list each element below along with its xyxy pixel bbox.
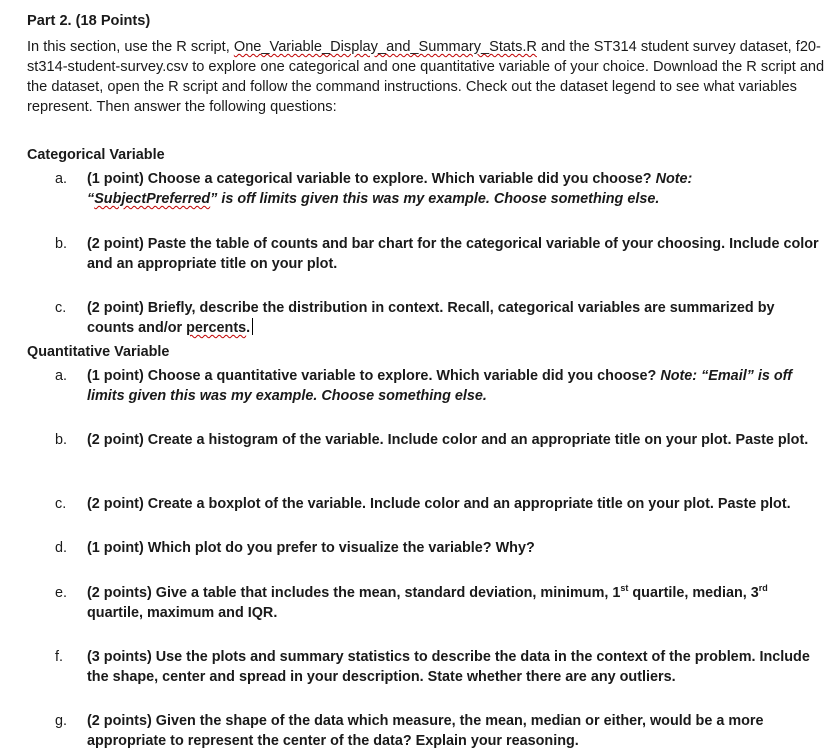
categorical-item-c [55, 298, 825, 338]
question-main: (1 point) Choose a categorical variable to explore. Which variable did you choose? [87, 171, 656, 187]
question-text: (2 points) Given the shape of the data which measure, the mean, median or either, would be a more appropriate to represent the center of the data? Explain your reasoning. [87, 713, 764, 749]
part-title: Part 2. (18 Points) [27, 13, 151, 29]
item-marker: d. [55, 540, 68, 556]
question-text: (2 point) Create a histogram of the variable. Include color and an appropriate title on your plot. Paste plot. [87, 432, 809, 448]
categorical-heading: Categorical Variable [27, 147, 165, 163]
note-variable-name: SubjectPreferred [94, 191, 211, 207]
question-text: (2 point) Paste the table of counts and bar chart for the categorical variable of your choosing. Include color and an appropriate title on your plot. [87, 236, 819, 272]
intro-text-2: and the ST314 student survey dataset, f20-st314-student-survey.csv to explore one categorical and one quantitative variable of your choice. Download the R script and the dataset, open the R script and follow the command instructions. Check out the dataset legend to see what variables represent. Then answer the following questions: [27, 39, 825, 115]
question-text [87, 298, 825, 338]
quantitative-item-b [55, 430, 825, 450]
question-text [87, 169, 825, 209]
item-marker: a. [55, 171, 68, 187]
item-marker: f. [55, 649, 63, 665]
quantitative-item-a [55, 366, 825, 406]
item-marker: a. [55, 368, 68, 384]
question-part-1: (2 points) Give a table that includes the mean, standard deviation, minimum, 1 [87, 585, 621, 601]
misspelled-word: percents [186, 320, 247, 336]
quantitative-heading: Quantitative Variable [27, 344, 170, 360]
question-text [87, 583, 825, 623]
question-main: (2 point) Briefly, describe the distribution in context. Recall, categorical variables are summarized by counts and/or [87, 300, 775, 336]
categorical-item-b [55, 234, 825, 274]
question-part-2: quartile, median, 3 [628, 585, 759, 601]
text-cursor[interactable] [252, 318, 253, 335]
item-marker: c. [55, 496, 67, 512]
question-main: (1 point) Choose a quantitative variable to explore. Which variable did you choose? [87, 368, 661, 384]
note-prefix: Note: “ [87, 171, 693, 207]
item-marker: e. [55, 585, 68, 601]
quantitative-item-e [55, 583, 825, 623]
question-text: (3 points) Use the plots and summary statistics to describe the data in the context of the problem. Include the shape, center and spread in your description. State whether there are any outliers. [87, 649, 810, 685]
question-end: . [246, 320, 251, 336]
script-filename: One_Variable_Display_and_Summary_Stats.R [233, 39, 537, 55]
note-suffix: ” is off limits given this was my example. Choose something else. [210, 191, 660, 207]
item-marker: b. [55, 432, 68, 448]
item-marker: b. [55, 236, 68, 252]
quantitative-item-f [55, 647, 825, 687]
question-text: (2 point) Create a boxplot of the variable. Include color and an appropriate title on your plot. Paste plot. [87, 496, 791, 512]
ordinal-suffix-rd: rd [758, 583, 768, 593]
item-marker: c. [55, 300, 67, 316]
question-part-3: quartile, maximum and IQR. [87, 605, 278, 621]
intro-paragraph [27, 37, 827, 117]
quantitative-item-d [55, 538, 825, 558]
ordinal-suffix-st: st [620, 583, 629, 593]
quantitative-item-c [55, 494, 825, 514]
item-marker: g. [55, 713, 68, 729]
question-text [87, 366, 825, 406]
question-text: (1 point) Which plot do you prefer to visualize the variable? Why? [87, 540, 535, 556]
intro-text-1: In this section, use the R script, [27, 39, 234, 55]
question-note: Note: “Email” is off limits given this was my example. Choose something else. [87, 368, 792, 404]
categorical-item-a [55, 169, 825, 209]
quantitative-item-g [55, 711, 825, 751]
